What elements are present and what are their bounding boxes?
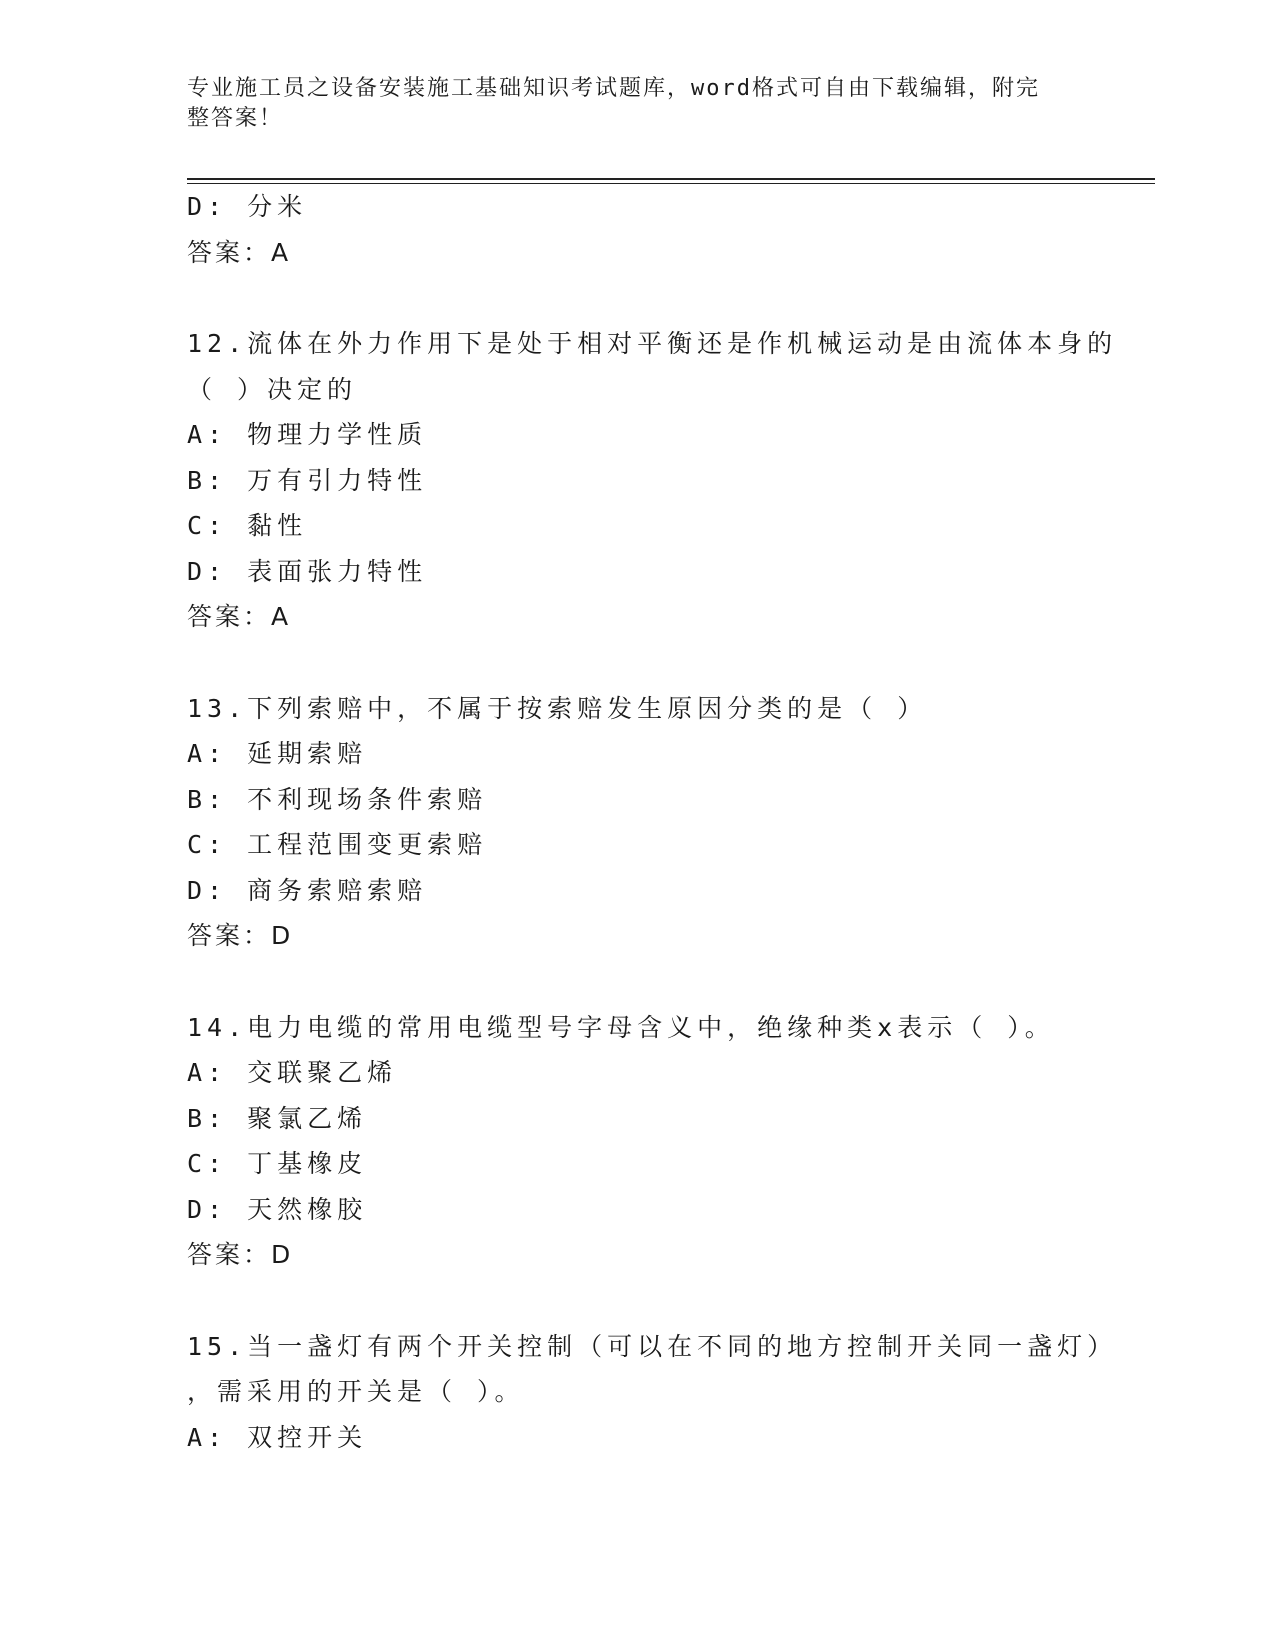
option-c: C: 黏性 — [187, 511, 308, 540]
question-list — [187, 192, 1118, 1468]
question-stem-continued: （ ）决定的 — [187, 374, 358, 404]
answer: 答案：A — [187, 602, 292, 631]
option-d: D: 表面张力特性 — [187, 556, 428, 586]
question-stem: 12.流体在外力作用下是处于相对平衡还是作机械运动是由流体本身的 — [187, 329, 1118, 358]
question-stem: 14.电力电缆的常用电缆型号字母含义中，绝缘种类x表示（ ）。 — [187, 1012, 1055, 1042]
header-line-2: 整答案！ — [187, 106, 284, 131]
option-b: B: 万有引力特性 — [187, 465, 428, 495]
document-header — [187, 74, 1067, 134]
header-divider-thick — [187, 178, 1155, 180]
option-d: D: 天然橡胶 — [187, 1194, 368, 1224]
option-b: B: 不利现场条件索赔 — [187, 784, 488, 814]
answer: 答案：A — [187, 237, 292, 267]
question-14 — [187, 1013, 1087, 1271]
header-divider-thin — [187, 183, 1155, 184]
option-d: D: 分米 — [187, 192, 308, 221]
answer: 答案：D — [187, 1240, 294, 1269]
option-c: C: 丁基橡皮 — [187, 1149, 368, 1178]
option-b: B: 聚氯乙烯 — [187, 1103, 368, 1133]
option-c: C: 工程范围变更索赔 — [187, 830, 488, 859]
question-15 — [187, 1331, 1118, 1453]
question-stem: 13.下列索赔中，不属于按索赔发生原因分类的是（ ） — [187, 693, 928, 723]
question-stem: 15.当一盏灯有两个开关控制（可以在不同的地方控制开关同一盏灯） — [187, 1331, 1118, 1361]
option-a: A: 延期索赔 — [187, 739, 368, 768]
answer: 答案：D — [187, 921, 294, 950]
question-12 — [187, 329, 1118, 632]
question-stem-continued: ，需采用的开关是（ ）。 — [187, 1377, 525, 1406]
option-d: D: 商务索赔索赔 — [187, 875, 428, 905]
option-a: A: 双控开关 — [187, 1422, 368, 1452]
option-a: A: 交联聚乙烯 — [187, 1058, 398, 1087]
question-13 — [187, 694, 1087, 952]
option-a: A: 物理力学性质 — [187, 420, 428, 449]
header-line-1: 专业施工员之设备安装施工基础知识考试题库，word格式可自由下载编辑，附完 — [187, 76, 1040, 101]
question-11-tail — [187, 192, 1087, 268]
